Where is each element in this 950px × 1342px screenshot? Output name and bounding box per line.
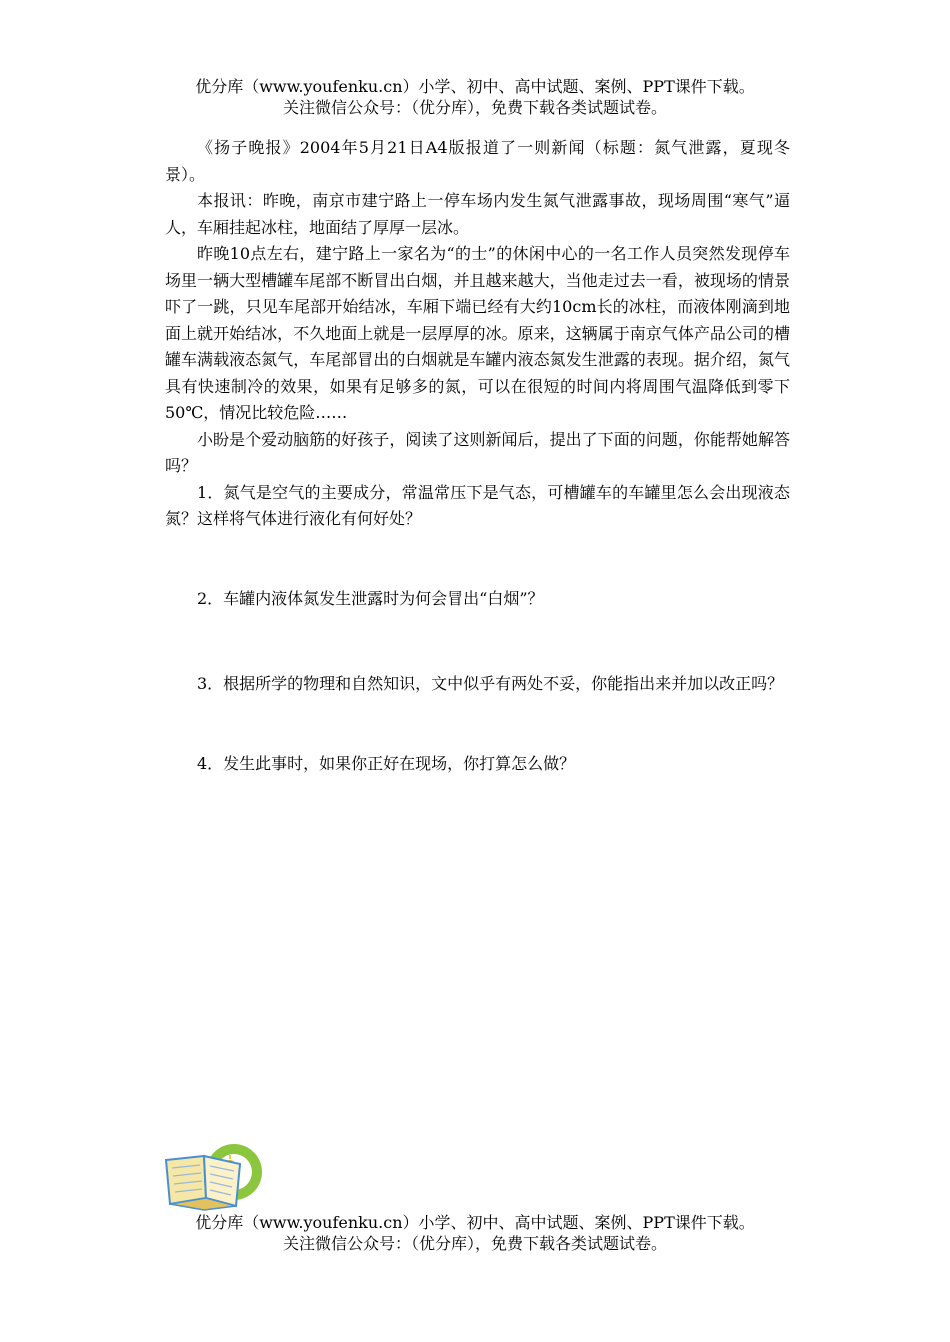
article-report: 本报讯：昨晚，南京市建宁路上一停车场内发生氮气泄露事故，现场周围“寒气”逼人，车厢挂起冰柱，地面结了厚厚一层冰。 [165, 191, 790, 237]
question-2: 2．车罐内液体氮发生泄露时为何会冒出“白烟”？ [197, 588, 544, 608]
article-prompt: 小盼是个爱动脑筋的好孩子，阅读了这则新闻后，提出了下面的问题，你能帮她解答吗？ [165, 429, 790, 475]
footer-line-2: 关注微信公众号：（优分库），免费下载各类试题试卷。 [282, 1234, 667, 1253]
answer-space-3 [165, 698, 790, 751]
header-line-1: 优分库（www.youfenku.cn）小学、初中、高中试题、案例、PPT课件下载。 [195, 77, 755, 96]
article-intro: 《扬子晚报》2004年5月21日A4版报道了一则新闻（标题：氮气泄露，夏现冬景）。 [165, 138, 790, 184]
question-3: 3．根据所学的物理和自然知识，文中似乎有两处不妥，你能指出来并加以改正吗？ [197, 674, 784, 693]
footer-line-1: 优分库（www.youfenku.cn）小学、初中、高中试题、案例、PPT课件下载。 [195, 1213, 755, 1232]
question-1: 1．氮气是空气的主要成分，常温常压下是气态，可槽罐车的车罐里怎么会出现液态氮？这样将气体进行液化有何好处？ [165, 482, 790, 528]
article-detail: 昨晚10点左右，建宁路上一家名为“的士”的休闲中心的一名工作人员突然发现停车场里一辆大型槽罐车尾部不断冒出白烟，并且越来越大，当他走过去一看，被现场的情景吓了一跳，只见车尾部开始结冰，车厢下端已经有大约10cm长的冰柱，而液体刚滴到地面上就开始结冰，不久地面上就是一层厚厚的冰。原来，这辆属于南京气体产品公司的槽罐车满载液态氮气，车尾部冒出的白烟就是车罐内液态氮发生泄露的表现。据介绍，氮气具有快速制冷的效果，如果有足够多的氮，可以在很短的时间内将周围气温降低到零下50℃，情况比较危险…… [165, 244, 790, 422]
answer-space-2 [165, 612, 790, 671]
page-header [0, 76, 950, 118]
answer-space-1 [165, 533, 790, 586]
header-line-2: 关注微信公众号：（优分库），免费下载各类试题试卷。 [282, 98, 667, 117]
question-4: 4．发生此事时，如果你正好在现场，你打算怎么做？ [197, 753, 576, 773]
article-body [165, 135, 790, 777]
page-footer [0, 1212, 950, 1254]
